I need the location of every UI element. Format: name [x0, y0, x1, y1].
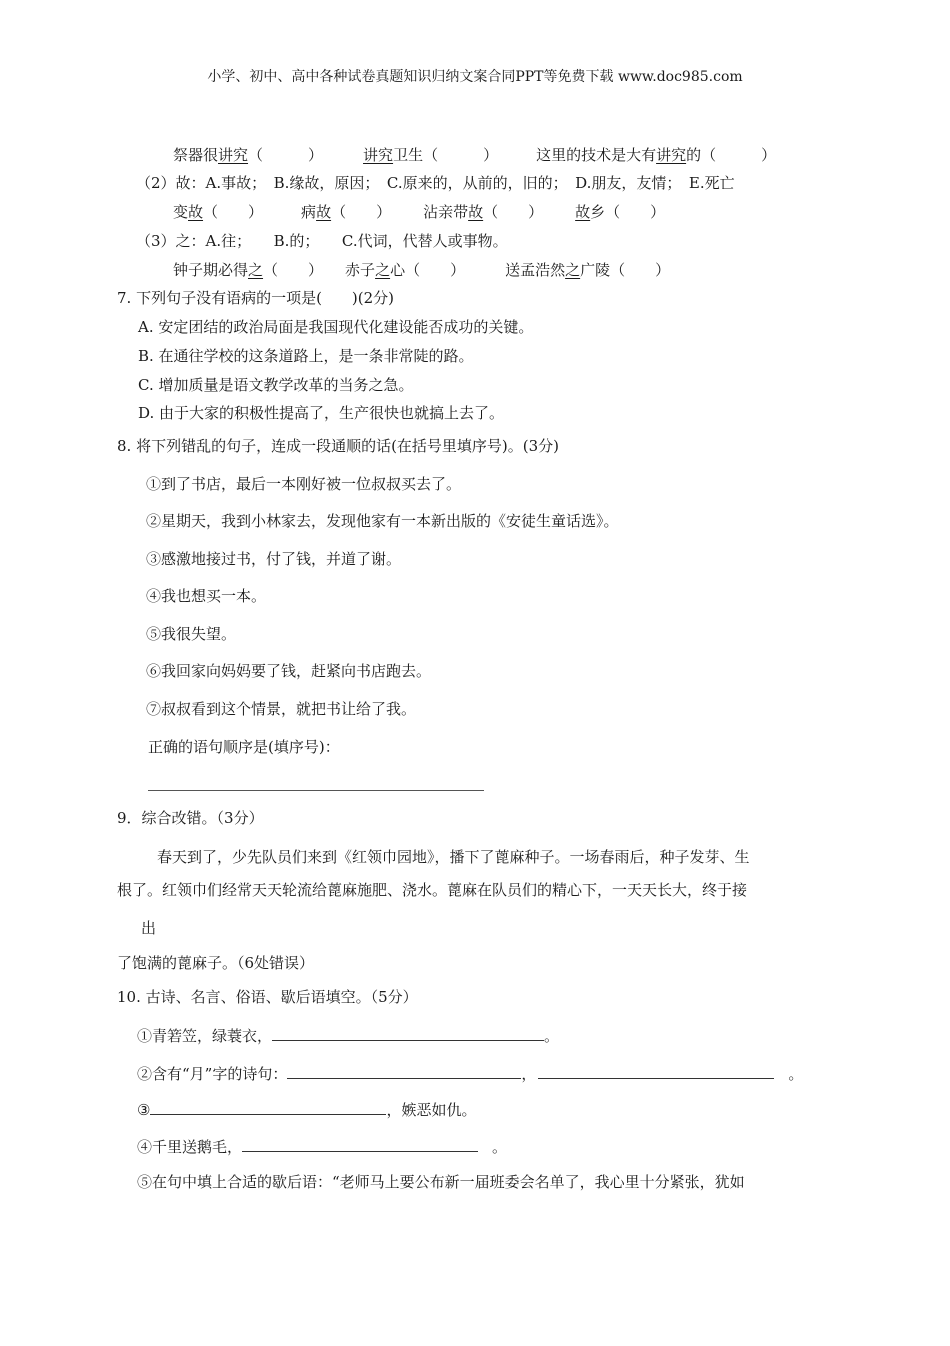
q8-answer-line[interactable] [148, 790, 484, 791]
q6-text: 乡（ ） [590, 203, 666, 221]
q10-text: ①青箬笠，绿蓑衣， [137, 1027, 273, 1045]
q6-zhi-definition: （3）之：A.往； B.的； C.代词，代替人或事物。 [136, 232, 508, 250]
q8-sentence-4: ④我也想买一本。 [146, 587, 267, 605]
q10-text: ， [521, 1065, 537, 1083]
q9-passage-line-1: 春天到了，少先队员们来到《红领巾园地》，播下了蓖麻种子。一场春雨后，种子发芽、生 [157, 848, 750, 866]
q10-text: 。 [788, 1065, 804, 1083]
q6-blank: （ ） [203, 203, 264, 221]
q10-answer-blank[interactable] [272, 1025, 544, 1041]
q6-underlined-word: 讲究 [363, 146, 394, 164]
q7-stem: 7. 下列句子没有语病的一项是( )(2分) [117, 289, 395, 307]
q9-passage-line-4: 了饱满的蓖麻子。（6处错误） [117, 954, 315, 972]
q6-text: 病 [301, 203, 317, 221]
q10-item-1 [137, 1025, 559, 1046]
q6-blank: （ ） [248, 146, 324, 164]
q10-text: 。 [544, 1027, 560, 1045]
q6-underlined-word: 故 [188, 203, 204, 221]
q10-item-2 [137, 1063, 803, 1084]
q10-text: ，嫉恶如仇。 [386, 1101, 477, 1119]
q6-blank: （ ） [483, 203, 544, 221]
q6-underlined-word: 之 [248, 261, 264, 279]
q6-blank: （ ） [263, 261, 324, 279]
q9-stem: 9．综合改错。（3分） [117, 809, 264, 827]
q6-text: 心（ ） [390, 261, 466, 279]
q10-text: ③ [137, 1101, 151, 1119]
q6-underlined-word: 讲究 [218, 146, 249, 164]
q9-passage-line-2: 根了。红领巾们经常天天轮流给蓖麻施肥、浇水。蓖麻在队员们的精心下，一天天长大，终于接 [117, 881, 748, 899]
q10-item-4 [137, 1136, 507, 1157]
q6-underlined-word: 故 [468, 203, 484, 221]
q10-text: 。 [492, 1138, 508, 1156]
q9-passage-line-3: 出 [141, 919, 157, 937]
q6-underlined-word: 讲究 [656, 146, 687, 164]
q8-sentence-3: ③感激地接过书，付了钱，并道了谢。 [146, 550, 402, 568]
q8-sentence-2: ②星期天，我到小林家去，发现他家有一本新出版的《安徒生童话选》。 [146, 512, 619, 530]
q10-item-3 [137, 1099, 476, 1120]
page-header: 小学、初中、高中各种试卷真题知识归纳文案合同PPT等免费下载 www.doc985.com [207, 69, 743, 85]
q6-text: 这里的技术是大有 [536, 146, 657, 164]
q6-underlined-word: 之 [375, 261, 391, 279]
q8-sentence-1: ①到了书店，最后一本刚好被一位叔叔买去了。 [146, 475, 462, 493]
q6-text: 卫生（ ） [393, 146, 499, 164]
q10-answer-blank[interactable] [242, 1136, 478, 1152]
q6-text: 广陵（ ） [580, 261, 671, 279]
q10-text: ④千里送鹅毛， [137, 1138, 243, 1156]
q7-option-c: C. 增加质量是语文教学改革的当务之急。 [138, 376, 414, 394]
q6-text: 沾亲带 [423, 203, 469, 221]
q6-text: 送孟浩然 [505, 261, 566, 279]
q6-row-jiangjiu [173, 145, 776, 165]
q6-text: 变 [173, 203, 189, 221]
q6-underlined-word: 故 [316, 203, 332, 221]
q8-sentence-7: ⑦叔叔看到这个情景，就把书让给了我。 [146, 700, 417, 718]
q8-sentence-5: ⑤我很失望。 [146, 625, 237, 643]
q10-answer-blank[interactable] [538, 1063, 774, 1079]
q6-blank: 的（ ） [686, 146, 777, 164]
q10-item-5: ⑤在句中填上合适的歇后语：“老师马上要公布新一届班委会名单了，我心里十分紧张，犹如 [137, 1173, 745, 1191]
q6-text: 赤子 [345, 261, 376, 279]
q8-answer-prompt: 正确的语句顺序是(填序号)： [148, 738, 340, 756]
q7-option-d: D. 由于大家的积极性提高了，生产很快也就搞上去了。 [138, 404, 505, 422]
q10-answer-blank[interactable] [287, 1063, 521, 1079]
q6-underlined-word: 故 [575, 203, 591, 221]
q7-option-a: A. 安定团结的政治局面是我国现代化建设能否成功的关键。 [138, 318, 534, 336]
q6-row-zhi [173, 260, 670, 280]
q6-blank: （ ） [331, 203, 392, 221]
q6-row-gu [173, 202, 665, 222]
q6-text: 钟子期必得 [173, 261, 249, 279]
q8-stem: 8. 将下列错乱的句子，连成一段通顺的话(在括号里填序号)。(3分) [117, 437, 560, 455]
q6-gu-definition: （2）故：A.事故； B.缘故，原因； C.原来的，从前的，旧的； D.朋友，友情； E.死亡 [136, 174, 735, 192]
q6-underlined-word: 之 [565, 261, 581, 279]
q10-answer-blank[interactable] [150, 1099, 386, 1115]
q6-text: 祭器很 [173, 146, 219, 164]
q10-stem: 10. 古诗、名言、俗语、歇后语填空。（5分） [117, 988, 418, 1006]
q7-option-b: B. 在通往学校的这条道路上，是一条非常陡的路。 [138, 347, 474, 365]
q8-sentence-6: ⑥我回家向妈妈要了钱，赶紧向书店跑去。 [146, 662, 432, 680]
q10-text: ②含有“月”字的诗句： [137, 1065, 288, 1083]
